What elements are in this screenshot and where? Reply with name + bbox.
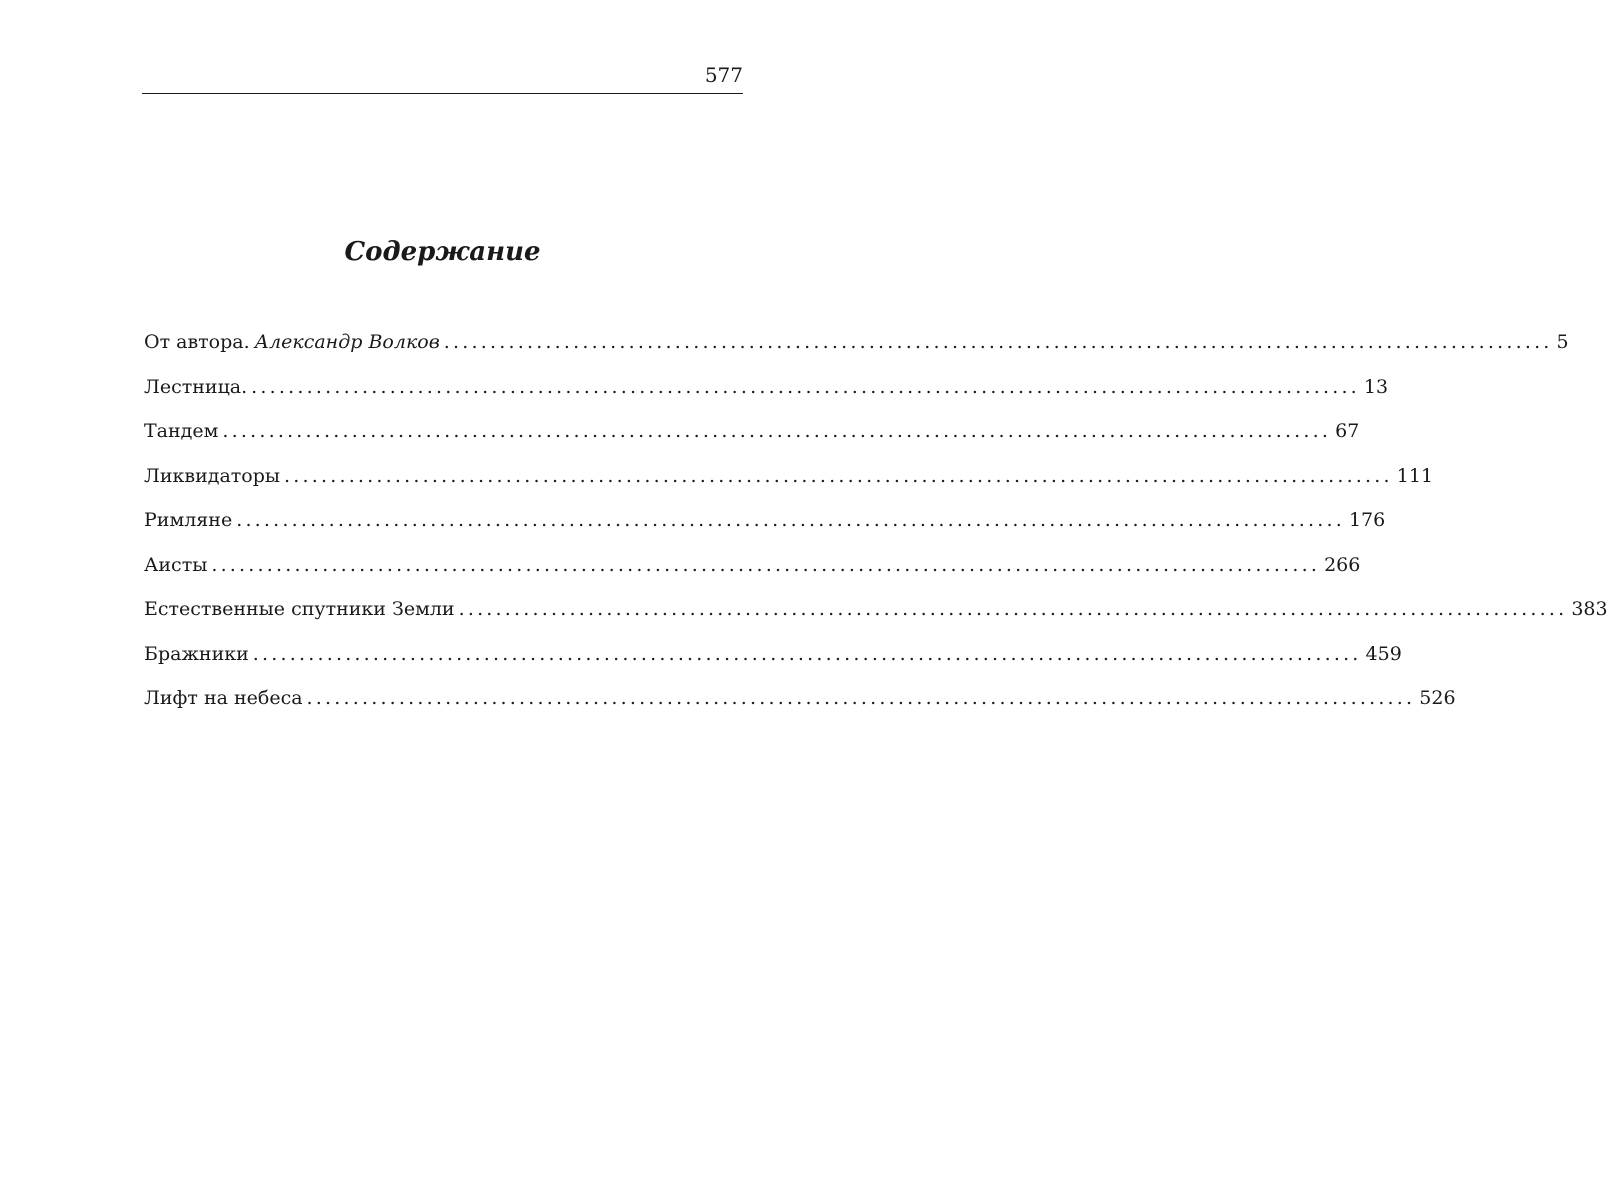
dot-leader: ........................................................................................................................ <box>211 553 1321 576</box>
toc-entry-page: 13 <box>1363 375 1389 398</box>
toc-entry-page: 459 <box>1365 642 1402 665</box>
toc-title: Содержание <box>344 237 541 267</box>
toc-entry-title: Естественные спутники Земли <box>144 598 455 620</box>
toc-entry-page: 526 <box>1419 687 1456 709</box>
toc-entry-title: Тандем <box>144 420 219 442</box>
toc-entry-title: Римляне <box>144 509 233 531</box>
toc-entry-title: Ликвидаторы <box>144 464 281 487</box>
toc-entry[interactable] <box>144 550 1361 595</box>
table-of-contents <box>144 327 1608 728</box>
toc-entry[interactable] <box>144 639 1402 684</box>
dot-leader: ........................................................................................................................ <box>458 598 1568 620</box>
toc-entry[interactable] <box>144 327 1569 372</box>
page-number: 577 <box>704 63 743 87</box>
toc-entry[interactable] <box>144 594 1608 639</box>
toc-entry-page: 266 <box>1324 553 1361 576</box>
toc-entry-title: Лифт на небеса <box>144 687 303 709</box>
toc-entry-page: 67 <box>1335 420 1360 442</box>
dot-leader: ........................................................................................................................ <box>443 331 1553 353</box>
toc-entry[interactable] <box>144 416 1360 461</box>
header-rule <box>142 93 743 94</box>
toc-entry-title: Бражники <box>144 642 249 665</box>
dot-leader: ........................................................................................................................ <box>251 375 1360 398</box>
toc-entry-author: Александр Волков <box>254 331 440 353</box>
toc-entry[interactable] <box>144 372 1389 417</box>
toc-entry-title: От автора. <box>144 331 250 353</box>
dot-leader: ........................................................................................................................ <box>284 464 1393 487</box>
dot-leader: ........................................................................................................................ <box>222 420 1332 442</box>
toc-entry[interactable] <box>144 683 1456 728</box>
toc-entry[interactable] <box>144 505 1386 550</box>
toc-entry-page: 111 <box>1396 464 1434 487</box>
dot-leader: ........................................................................................................................ <box>306 687 1416 709</box>
dot-leader: ........................................................................................................................ <box>252 642 1362 665</box>
toc-entry-page: 383 <box>1571 598 1608 620</box>
toc-entry-page: 5 <box>1556 331 1569 353</box>
toc-entry-page: 176 <box>1348 509 1386 531</box>
toc-entry-title: Аисты <box>144 553 208 576</box>
toc-entry-title: Лестница. <box>144 375 248 398</box>
dot-leader: ........................................................................................................................ <box>236 509 1345 531</box>
toc-entry[interactable] <box>144 461 1434 506</box>
